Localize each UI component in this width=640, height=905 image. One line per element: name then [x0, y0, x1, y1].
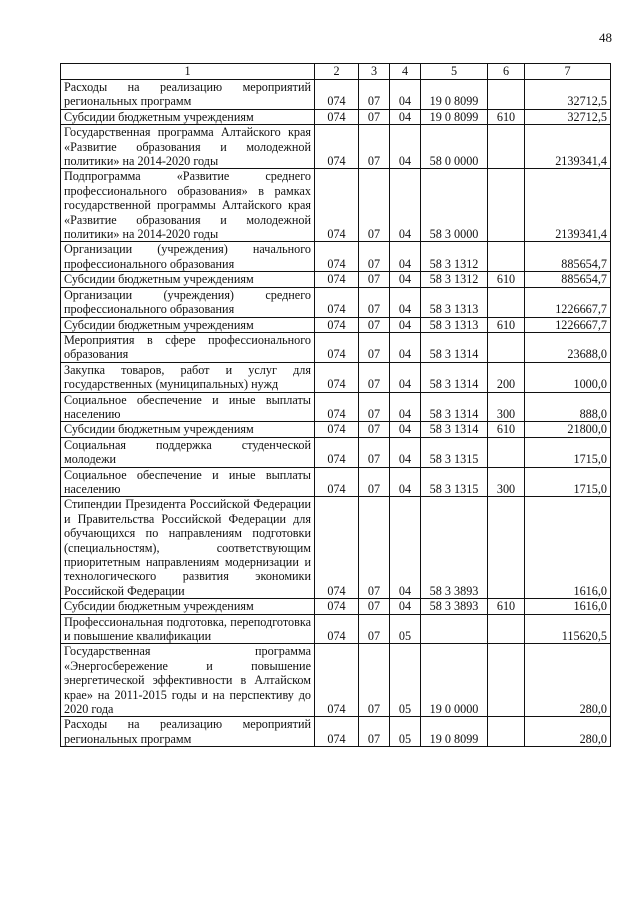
section-code: 07	[359, 317, 390, 332]
subsection-code: 04	[390, 169, 421, 242]
section-code: 07	[359, 717, 390, 747]
expense-type-code	[488, 332, 525, 362]
amount-value: 1715,0	[525, 467, 611, 497]
expenditure-name: Подпрограмма «Развитие среднего профессионального образования» в рамках государственной программы Алтайского края «Развитие образования и молодежной политики» на 2014-2020 годы	[61, 169, 315, 242]
target-item-code: 58 3 1312	[421, 242, 488, 272]
expense-type-code: 200	[488, 362, 525, 392]
amount-value: 1226667,7	[525, 317, 611, 332]
ministry-code: 074	[315, 599, 359, 614]
expense-type-code	[488, 437, 525, 467]
section-code: 07	[359, 392, 390, 422]
section-code: 07	[359, 169, 390, 242]
subsection-code: 04	[390, 317, 421, 332]
amount-value: 32712,5	[525, 80, 611, 110]
expenditure-name: Профессиональная подготовка, переподготовка и повышение квалификации	[61, 614, 315, 644]
target-item-code: 19 0 8099	[421, 109, 488, 124]
ministry-code: 074	[315, 287, 359, 317]
subsection-code: 04	[390, 437, 421, 467]
section-code: 07	[359, 467, 390, 497]
expenditure-name: Социальная поддержка студенческой молодежи	[61, 437, 315, 467]
subsection-code: 04	[390, 109, 421, 124]
table-row	[61, 437, 611, 467]
target-item-code: 58 3 1315	[421, 467, 488, 497]
target-item-code: 58 3 1312	[421, 272, 488, 287]
table-row	[61, 125, 611, 169]
expenditure-name: Расходы на реализацию мероприятий региональных программ	[61, 80, 315, 110]
table-row	[61, 422, 611, 437]
table-row	[61, 80, 611, 110]
ministry-code: 074	[315, 109, 359, 124]
expenditure-name: Субсидии бюджетным учреждениям	[61, 109, 315, 124]
amount-value: 2139341,4	[525, 125, 611, 169]
expenditure-name: Стипендии Президента Российской Федерации и Правительства Российской Федерации для обучающихся по направлениям подготовки (специальностям), соответствующим приоритетным направлениям модернизации и технологического развития экономики Российской Федерации	[61, 497, 315, 599]
target-item-code: 58 0 0000	[421, 125, 488, 169]
column-header: 3	[359, 64, 390, 80]
section-code: 07	[359, 362, 390, 392]
budget-table	[60, 63, 611, 747]
section-code: 07	[359, 287, 390, 317]
amount-value: 21800,0	[525, 422, 611, 437]
ministry-code: 074	[315, 497, 359, 599]
amount-value: 885654,7	[525, 272, 611, 287]
subsection-code: 04	[390, 80, 421, 110]
column-header: 6	[488, 64, 525, 80]
subsection-code: 05	[390, 644, 421, 717]
expense-type-code	[488, 287, 525, 317]
expenditure-name: Закупка товаров, работ и услуг для государственных (муниципальных) нужд	[61, 362, 315, 392]
target-item-code: 19 0 0000	[421, 644, 488, 717]
expenditure-name: Субсидии бюджетным учреждениям	[61, 422, 315, 437]
amount-value: 2139341,4	[525, 169, 611, 242]
section-code: 07	[359, 80, 390, 110]
page-number: 48	[599, 30, 612, 45]
table-row	[61, 242, 611, 272]
table-row	[61, 169, 611, 242]
amount-value: 1000,0	[525, 362, 611, 392]
section-code: 07	[359, 437, 390, 467]
expense-type-code	[488, 80, 525, 110]
subsection-code: 05	[390, 614, 421, 644]
target-item-code: 58 3 3893	[421, 599, 488, 614]
table-row	[61, 599, 611, 614]
amount-value: 23688,0	[525, 332, 611, 362]
target-item-code: 58 3 1314	[421, 392, 488, 422]
expense-type-code: 610	[488, 109, 525, 124]
amount-value: 115620,5	[525, 614, 611, 644]
table-row	[61, 614, 611, 644]
section-code: 07	[359, 332, 390, 362]
amount-value: 1616,0	[525, 497, 611, 599]
ministry-code: 074	[315, 437, 359, 467]
table-row	[61, 392, 611, 422]
amount-value: 1715,0	[525, 437, 611, 467]
subsection-code: 04	[390, 467, 421, 497]
column-number-row	[61, 64, 611, 80]
subsection-code: 04	[390, 287, 421, 317]
amount-value: 888,0	[525, 392, 611, 422]
amount-value: 32712,5	[525, 109, 611, 124]
target-item-code: 58 3 3893	[421, 497, 488, 599]
target-item-code: 58 3 1314	[421, 332, 488, 362]
subsection-code: 04	[390, 362, 421, 392]
target-item-code: 58 3 1314	[421, 362, 488, 392]
expenditure-name: Субсидии бюджетным учреждениям	[61, 272, 315, 287]
section-code: 07	[359, 125, 390, 169]
expenditure-name: Социальное обеспечение и иные выплаты населению	[61, 467, 315, 497]
target-item-code: 19 0 8099	[421, 717, 488, 747]
subsection-code: 04	[390, 392, 421, 422]
section-code: 07	[359, 272, 390, 287]
ministry-code: 074	[315, 272, 359, 287]
section-code: 07	[359, 614, 390, 644]
ministry-code: 074	[315, 614, 359, 644]
column-header: 4	[390, 64, 421, 80]
ministry-code: 074	[315, 644, 359, 717]
subsection-code: 04	[390, 599, 421, 614]
table-row	[61, 644, 611, 717]
target-item-code: 19 0 8099	[421, 80, 488, 110]
amount-value: 885654,7	[525, 242, 611, 272]
ministry-code: 074	[315, 332, 359, 362]
ministry-code: 074	[315, 317, 359, 332]
expense-type-code: 610	[488, 272, 525, 287]
section-code: 07	[359, 422, 390, 437]
subsection-code: 04	[390, 242, 421, 272]
expenditure-name: Организации (учреждения) начального профессионального образования	[61, 242, 315, 272]
table-row	[61, 497, 611, 599]
target-item-code: 58 3 1314	[421, 422, 488, 437]
table-row	[61, 467, 611, 497]
table-row	[61, 332, 611, 362]
expense-type-code: 610	[488, 317, 525, 332]
ministry-code: 074	[315, 717, 359, 747]
expense-type-code: 300	[488, 467, 525, 497]
subsection-code: 04	[390, 125, 421, 169]
expenditure-name: Социальное обеспечение и иные выплаты населению	[61, 392, 315, 422]
ministry-code: 074	[315, 362, 359, 392]
section-code: 07	[359, 497, 390, 599]
ministry-code: 074	[315, 392, 359, 422]
table-row	[61, 272, 611, 287]
expense-type-code	[488, 125, 525, 169]
table-row	[61, 109, 611, 124]
ministry-code: 074	[315, 242, 359, 272]
amount-value: 1616,0	[525, 599, 611, 614]
expense-type-code	[488, 614, 525, 644]
ministry-code: 074	[315, 422, 359, 437]
expenditure-name: Мероприятия в сфере профессионального образования	[61, 332, 315, 362]
subsection-code: 05	[390, 717, 421, 747]
amount-value: 280,0	[525, 717, 611, 747]
column-header: 5	[421, 64, 488, 80]
ministry-code: 074	[315, 467, 359, 497]
expense-type-code	[488, 169, 525, 242]
amount-value: 1226667,7	[525, 287, 611, 317]
expense-type-code	[488, 717, 525, 747]
expense-type-code: 610	[488, 599, 525, 614]
target-item-code: 58 3 1315	[421, 437, 488, 467]
target-item-code	[421, 614, 488, 644]
amount-value: 280,0	[525, 644, 611, 717]
expenditure-name: Государственная программа «Энергосбережение и повышение энергетической эффективности в Алтайском крае» на 2011-2015 годы и на перспективу до 2020 года	[61, 644, 315, 717]
expense-type-code	[488, 242, 525, 272]
table-row	[61, 362, 611, 392]
target-item-code: 58 3 1313	[421, 317, 488, 332]
subsection-code: 04	[390, 422, 421, 437]
ministry-code: 074	[315, 125, 359, 169]
ministry-code: 074	[315, 169, 359, 242]
section-code: 07	[359, 644, 390, 717]
column-header: 7	[525, 64, 611, 80]
expense-type-code	[488, 644, 525, 717]
subsection-code: 04	[390, 272, 421, 287]
expenditure-name: Организации (учреждения) среднего профессионального образования	[61, 287, 315, 317]
subsection-code: 04	[390, 332, 421, 362]
expenditure-name: Государственная программа Алтайского края «Развитие образования и молодежной политики» на 2014-2020 годы	[61, 125, 315, 169]
expenditure-name: Субсидии бюджетным учреждениям	[61, 599, 315, 614]
section-code: 07	[359, 242, 390, 272]
column-header: 1	[61, 64, 315, 80]
table-row	[61, 317, 611, 332]
expense-type-code: 610	[488, 422, 525, 437]
expense-type-code	[488, 497, 525, 599]
ministry-code: 074	[315, 80, 359, 110]
subsection-code: 04	[390, 497, 421, 599]
section-code: 07	[359, 599, 390, 614]
target-item-code: 58 3 1313	[421, 287, 488, 317]
table-row	[61, 287, 611, 317]
table-row	[61, 717, 611, 747]
column-header: 2	[315, 64, 359, 80]
section-code: 07	[359, 109, 390, 124]
expenditure-name: Расходы на реализацию мероприятий региональных программ	[61, 717, 315, 747]
target-item-code: 58 3 0000	[421, 169, 488, 242]
expense-type-code: 300	[488, 392, 525, 422]
expenditure-name: Субсидии бюджетным учреждениям	[61, 317, 315, 332]
